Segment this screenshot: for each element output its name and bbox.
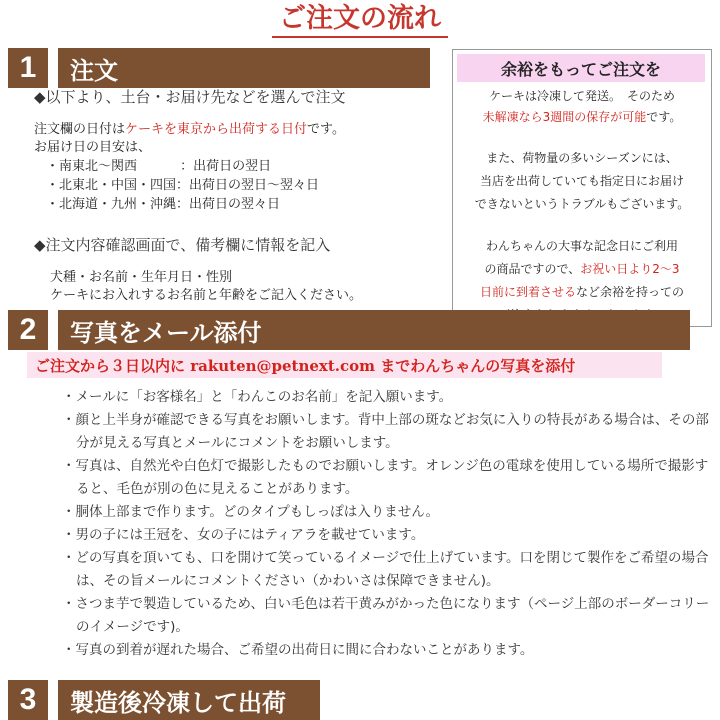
- list-item: ・どの写真を頂いても、口を開けて笑っているイメージで仕上げています。口を閉じて製作をご希望の場合は、その旨メールにコメントください（かわいさは保障できません)。: [62, 550, 709, 589]
- step-1-header: [8, 48, 430, 88]
- sidebox-line: ケーキは冷凍して発送。 そのため: [488, 89, 675, 103]
- sidebox-line: 当店を出荷していても指定日にお届け: [479, 174, 684, 188]
- step-1-heading-1: ◆以下より、土台・お届け先などを選んで注文: [34, 88, 346, 106]
- step-2-title: 写真をメール添付: [58, 310, 690, 350]
- order-date-note: 注文欄の日付はケーキを東京から出荷する日付です。: [34, 122, 345, 137]
- sidebox-line: わんちゃんの大事な記念日にご利用: [485, 239, 678, 253]
- photo-instructions: [62, 386, 712, 662]
- sidebox-line: また、荷物量の多いシーズンには、: [486, 151, 678, 165]
- step-2-number: 2: [8, 310, 48, 350]
- step-3-number: 3: [8, 680, 48, 720]
- advance-order-title: 余裕をもってご注文を: [457, 54, 705, 82]
- region-row: ・北東北・中国・四国：出荷日の翌日〜翌々日: [46, 178, 320, 193]
- step-1-number: 1: [8, 48, 48, 88]
- delivery-estimate-label: お届け日の目安は、: [34, 140, 152, 155]
- list-item: ・胴体上部まで作ります。どのタイプもしっぽは入りません。: [62, 504, 440, 520]
- list-item: ・顔と上半身が確認できる写真をお願いします。背中上部の斑などお気に入りの特長がある場合は、その部分が見える写真とメールにコメントをお願いします。: [62, 412, 709, 451]
- info-fields: 犬種・お名前・生年月日・性別: [50, 270, 233, 285]
- list-item: ・写真は、自然光や白色灯で撮影したものでお願いします。オレンジ色の電球を使用している場所で撮影すると、毛色が別の色に見えることがあります。: [62, 458, 709, 497]
- list-item: ・写真の到着が遅れた場合、ご希望の出荷日に間に合わないことがあります。: [62, 642, 534, 658]
- list-item: ・さつま芋で製造しているため、白い毛色は若干黄みがかった色になります（ページ上部のボーダーコリーのイメージです)。: [62, 596, 710, 635]
- sidebox-line: 未解凍なら3週間の保存が可能です。: [482, 110, 682, 124]
- region-row: ・南東北〜関西 ：出荷日の翌日: [46, 159, 272, 174]
- photo-deadline-text: ご注文から３日以内に rakuten@petnext.com までわんちゃんの写真を添付: [35, 357, 576, 375]
- title-underline: [272, 36, 448, 38]
- step-1-heading-2: ◆注文内容確認画面で、備考欄に情報を記入: [34, 236, 331, 254]
- step-2-header: [8, 310, 690, 350]
- page-title: ご注文の流れ: [279, 3, 441, 34]
- step-3-title: 製造後冷凍して出荷: [58, 680, 320, 720]
- region-row: ・北海道・九州・沖縄：出荷日の翌々日: [46, 197, 281, 212]
- sidebox-line: の商品ですので、お祝い日より2〜3: [484, 262, 680, 276]
- list-item: ・男の子には王冠を、女の子にはティアラを載せています。: [62, 527, 425, 543]
- step-3-header: [8, 680, 320, 720]
- sidebox-line: 日前に到着させるなど余裕を持っての: [479, 285, 685, 299]
- info-name-age: ケーキにお入れするお名前と年齢をご記入ください。: [50, 288, 363, 303]
- step-1-title: 注文: [58, 48, 430, 88]
- list-item: ・メールに「お客様名」と「わんこのお名前」を記入願います。: [62, 389, 453, 405]
- advance-order-box: [452, 49, 712, 327]
- sidebox-line: できないというトラブルもございます。: [474, 197, 690, 211]
